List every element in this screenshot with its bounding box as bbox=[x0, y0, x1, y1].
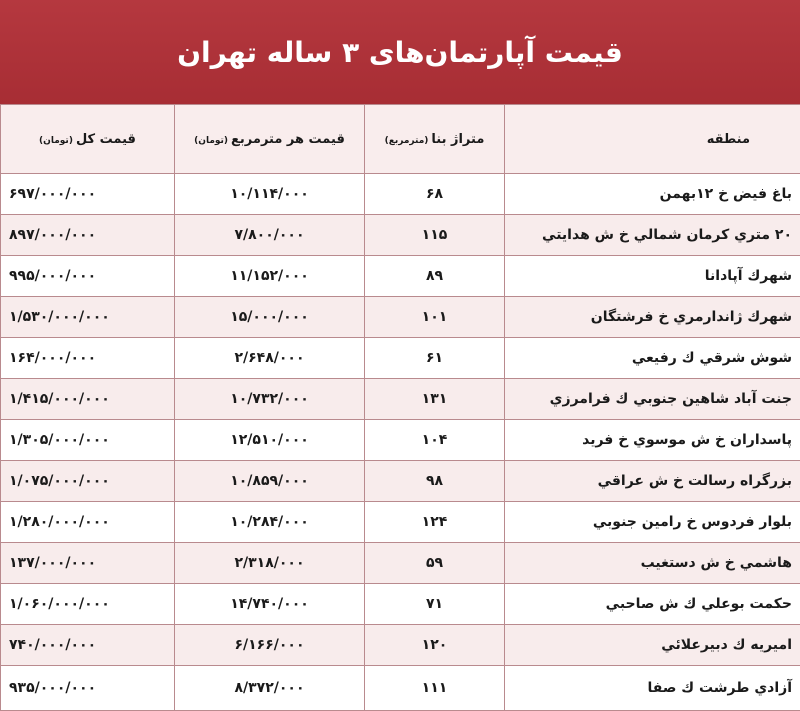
cell-total-price: ۱/۴۱۵/۰۰۰/۰۰۰ bbox=[1, 379, 175, 420]
cell-price-per-meter: ۶/۱۶۶/۰۰۰ bbox=[175, 625, 365, 666]
cell-region: آزادي طرشت ك صفا bbox=[505, 666, 800, 711]
cell-price-per-meter: ۸/۳۷۲/۰۰۰ bbox=[175, 666, 365, 711]
header-total-label: قیمت کل bbox=[76, 132, 136, 147]
cell-total-price: ۱/۰۷۵/۰۰۰/۰۰۰ bbox=[1, 461, 175, 502]
cell-total-price: ۷۴۰/۰۰۰/۰۰۰ bbox=[1, 625, 175, 666]
cell-total-price: ۸۹۷/۰۰۰/۰۰۰ bbox=[1, 215, 175, 256]
cell-price-per-meter: ۷/۸۰۰/۰۰۰ bbox=[175, 215, 365, 256]
cell-area: ۱۲۴ bbox=[365, 502, 505, 543]
header-area-unit: (مترمربع) bbox=[385, 136, 429, 146]
cell-area: ۹۸ bbox=[365, 461, 505, 502]
cell-price-per-meter: ۱۰/۲۸۴/۰۰۰ bbox=[175, 502, 365, 543]
cell-region: جنت آباد شاهين جنوبي ك فرامرزي bbox=[505, 379, 800, 420]
price-table bbox=[0, 104, 800, 711]
table-row bbox=[1, 174, 800, 215]
cell-region: هاشمي خ ش دستغيب bbox=[505, 543, 800, 584]
cell-price-per-meter: ۱۱/۱۵۲/۰۰۰ bbox=[175, 256, 365, 297]
cell-area: ۶۱ bbox=[365, 338, 505, 379]
page-title: قیمت آپارتمان‌های ۳ ساله تهران bbox=[177, 36, 623, 69]
cell-total-price: ۹۹۵/۰۰۰/۰۰۰ bbox=[1, 256, 175, 297]
header-area bbox=[365, 105, 505, 174]
cell-region: ۲۰ متري كرمان شمالي خ ش هدايتي bbox=[505, 215, 800, 256]
table-row bbox=[1, 215, 800, 256]
cell-area: ۵۹ bbox=[365, 543, 505, 584]
table-row bbox=[1, 297, 800, 338]
cell-total-price: ۶۹۷/۰۰۰/۰۰۰ bbox=[1, 174, 175, 215]
header-region-label: منطقه bbox=[707, 132, 750, 147]
table-row bbox=[1, 543, 800, 584]
cell-price-per-meter: ۱۵/۰۰۰/۰۰۰ bbox=[175, 297, 365, 338]
cell-price-per-meter: ۱۴/۷۴۰/۰۰۰ bbox=[175, 584, 365, 625]
table-row bbox=[1, 584, 800, 625]
cell-area: ۱۰۱ bbox=[365, 297, 505, 338]
cell-total-price: ۱/۳۰۵/۰۰۰/۰۰۰ bbox=[1, 420, 175, 461]
table-row bbox=[1, 379, 800, 420]
cell-total-price: ۱/۵۳۰/۰۰۰/۰۰۰ bbox=[1, 297, 175, 338]
cell-region: حكمت بوعلي ك ش صاحبي bbox=[505, 584, 800, 625]
cell-region: شهرك آپادانا bbox=[505, 256, 800, 297]
cell-region: شهرك ژاندارمري خ فرشتگان bbox=[505, 297, 800, 338]
header-total-price bbox=[1, 105, 175, 174]
cell-total-price: ۱۳۷/۰۰۰/۰۰۰ bbox=[1, 543, 175, 584]
header-total-unit: (تومان) bbox=[39, 136, 73, 146]
cell-region: شوش شرقي ك رفيعي bbox=[505, 338, 800, 379]
table-row bbox=[1, 338, 800, 379]
header-ppm-unit: (تومان) bbox=[194, 136, 228, 146]
cell-area: ۱۱۱ bbox=[365, 666, 505, 711]
table-row bbox=[1, 625, 800, 666]
cell-area: ۱۱۵ bbox=[365, 215, 505, 256]
title-banner bbox=[0, 0, 800, 106]
cell-region: بلوار فردوس خ رامين جنوبي bbox=[505, 502, 800, 543]
table-row bbox=[1, 502, 800, 543]
cell-area: ۱۳۱ bbox=[365, 379, 505, 420]
table-row bbox=[1, 256, 800, 297]
cell-region: بزرگراه رسالت خ ش عراقي bbox=[505, 461, 800, 502]
cell-region: اميريه ك دبيرعلائي bbox=[505, 625, 800, 666]
cell-area: ۱۲۰ bbox=[365, 625, 505, 666]
header-region bbox=[505, 105, 800, 174]
cell-total-price: ۱۶۴/۰۰۰/۰۰۰ bbox=[1, 338, 175, 379]
cell-area: ۸۹ bbox=[365, 256, 505, 297]
cell-area: ۶۸ bbox=[365, 174, 505, 215]
cell-total-price: ۱/۲۸۰/۰۰۰/۰۰۰ bbox=[1, 502, 175, 543]
cell-price-per-meter: ۱۰/۷۳۲/۰۰۰ bbox=[175, 379, 365, 420]
cell-price-per-meter: ۲/۳۱۸/۰۰۰ bbox=[175, 543, 365, 584]
cell-price-per-meter: ۲/۶۴۸/۰۰۰ bbox=[175, 338, 365, 379]
header-price-per-meter bbox=[175, 105, 365, 174]
table-row bbox=[1, 461, 800, 502]
cell-price-per-meter: ۱۰/۱۱۴/۰۰۰ bbox=[175, 174, 365, 215]
cell-total-price: ۱/۰۶۰/۰۰۰/۰۰۰ bbox=[1, 584, 175, 625]
table-row bbox=[1, 666, 800, 711]
cell-region: پاسداران خ ش موسوي خ فريد bbox=[505, 420, 800, 461]
cell-price-per-meter: ۱۰/۸۵۹/۰۰۰ bbox=[175, 461, 365, 502]
cell-price-per-meter: ۱۲/۵۱۰/۰۰۰ bbox=[175, 420, 365, 461]
header-ppm-label: قیمت هر مترمربع bbox=[231, 132, 345, 147]
header-area-label: متراژ بنا bbox=[431, 132, 484, 147]
table-header-row bbox=[1, 105, 800, 174]
cell-region: باغ فیض خ ۱۲بهمن bbox=[505, 174, 800, 215]
cell-total-price: ۹۳۵/۰۰۰/۰۰۰ bbox=[1, 666, 175, 711]
cell-area: ۷۱ bbox=[365, 584, 505, 625]
table-row bbox=[1, 420, 800, 461]
cell-area: ۱۰۴ bbox=[365, 420, 505, 461]
